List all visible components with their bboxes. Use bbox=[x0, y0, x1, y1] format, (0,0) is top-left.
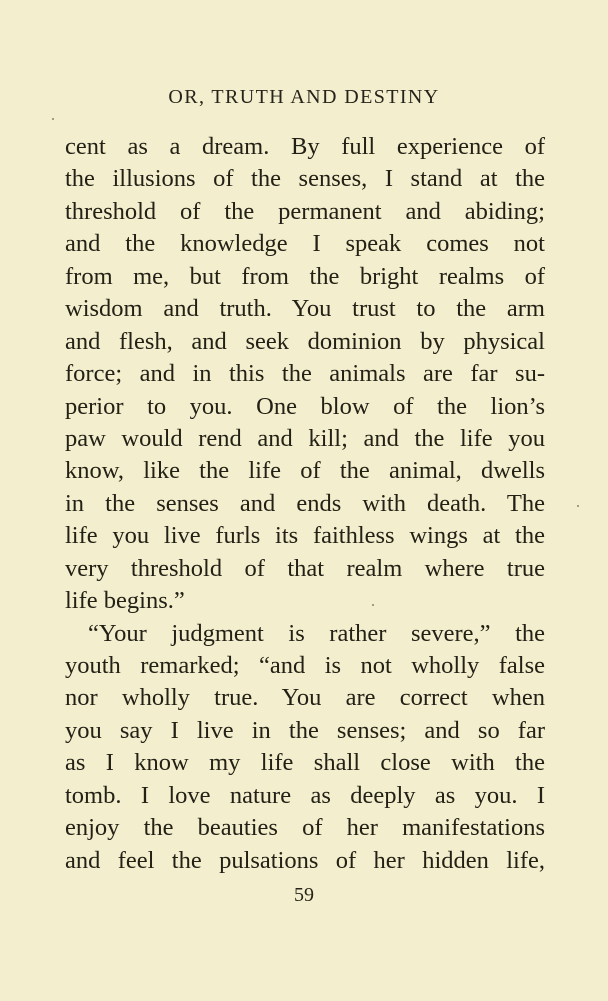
text-line: know, like the life of the animal, dwells bbox=[65, 457, 545, 485]
text-line: in the senses and ends with death. The bbox=[65, 489, 545, 517]
text-line: cent as a dream. By full experience of bbox=[65, 133, 545, 160]
text-line: from me, but from the bright realms of bbox=[65, 262, 545, 290]
running-head: OR, TRUTH AND DESTINY bbox=[168, 86, 440, 108]
text-line: enjoy the beauties of her manifestations bbox=[65, 814, 545, 842]
text-line: nor wholly true. You are correct when bbox=[65, 684, 545, 712]
text-line: very threshold of that realm where true bbox=[65, 554, 545, 582]
text-line: and the knowledge I speak comes not bbox=[65, 230, 545, 258]
text-line: force; and in this the animals are far su- bbox=[65, 360, 545, 388]
text-line: threshold of the permanent and abiding; bbox=[65, 197, 545, 225]
text-line: and feel the pulsations of her hidden life, bbox=[65, 846, 545, 874]
text-line: tomb. I love nature as deeply as you. I bbox=[65, 781, 545, 809]
text-line: you say I live in the senses; and so far bbox=[65, 716, 545, 744]
body-text bbox=[65, 131, 545, 877]
text-line: youth remarked; “and is not wholly false bbox=[65, 652, 545, 679]
text-line: the illusions of the senses, I stand at the bbox=[65, 165, 545, 193]
text-line: “Your judgment is rather severe,” the bbox=[88, 619, 545, 647]
paper-speck bbox=[52, 118, 54, 120]
text-line: perior to you. One blow of the lion’s bbox=[65, 392, 545, 420]
paper-speck bbox=[372, 604, 374, 606]
text-line: paw would rend and kill; and the life you bbox=[65, 424, 545, 452]
text-line: life you live furls its faithless wings at the bbox=[65, 522, 545, 550]
text-line: and flesh, and seek dominion by physical bbox=[65, 327, 545, 355]
paper-speck bbox=[577, 505, 579, 507]
page-number: 59 bbox=[294, 884, 314, 906]
text-line: as I know my life shall close with the bbox=[65, 749, 545, 777]
text-line: life begins.” bbox=[65, 587, 185, 615]
text-line: wisdom and truth. You trust to the arm bbox=[65, 295, 545, 323]
